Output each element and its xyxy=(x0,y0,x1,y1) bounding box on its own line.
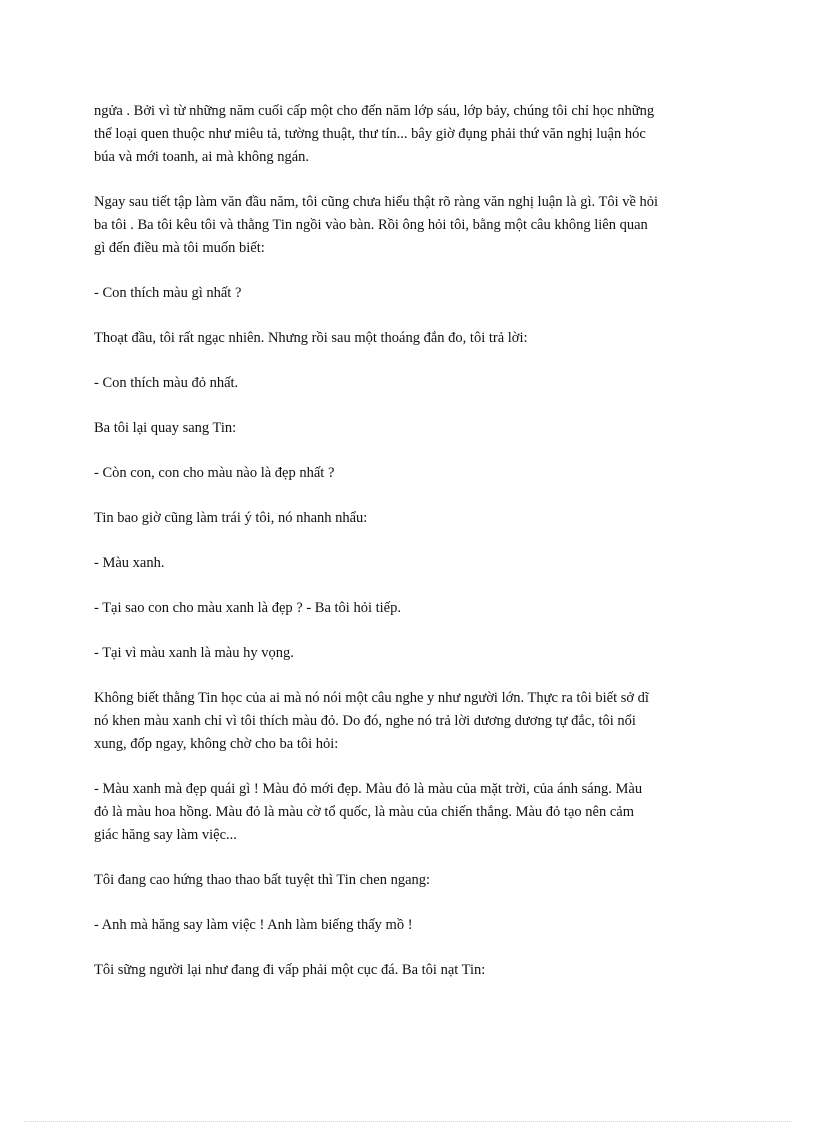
dialogue-line xyxy=(94,642,726,665)
dialogue-line xyxy=(94,778,726,847)
dialogue-line xyxy=(94,372,726,395)
text-line: Tôi sững người lại như đang đi vấp phải một cục đá. Ba tôi nạt Tin: xyxy=(94,962,486,978)
text-line: - Tại sao con cho màu xanh là đẹp ? - Ba tôi hỏi tiếp. xyxy=(94,600,401,616)
text-line: - Anh mà hăng say làm việc ! Anh làm biếng thấy mồ ! xyxy=(94,917,413,933)
paragraph xyxy=(94,100,726,169)
text-line: ngửa . Bởi vì từ những năm cuối cấp một cho đến năm lớp sáu, lớp bảy, chúng tôi chỉ học những xyxy=(94,103,655,119)
text-line: Ba tôi lại quay sang Tin: xyxy=(94,420,237,436)
text-line: búa và mới toanh, ai mà không ngán. xyxy=(94,149,310,165)
page-bottom-divider xyxy=(24,1121,792,1122)
dialogue-line xyxy=(94,552,726,575)
text-line: Tin bao giờ cũng làm trái ý tôi, nó nhanh nhẩu: xyxy=(94,510,368,526)
paragraph xyxy=(94,687,726,756)
paragraph xyxy=(94,869,726,892)
paragraph xyxy=(94,327,726,350)
text-line: xung, đốp ngay, không chờ cho ba tôi hỏi: xyxy=(94,736,339,752)
text-line: nó khen màu xanh chỉ vì tôi thích màu đỏ. Do đó, nghe nó trả lời dương dương tự đắc, tôi nổi xyxy=(94,713,636,729)
paragraph xyxy=(94,191,726,260)
text-line: Không biết thằng Tin học của ai mà nó nói một câu nghe y như người lớn. Thực ra tôi biết sở dĩ xyxy=(94,690,649,706)
text-line: - Con thích màu đỏ nhất. xyxy=(94,375,239,391)
paragraph xyxy=(94,417,726,440)
text-line: - Màu xanh mà đẹp quái gì ! Màu đỏ mới đẹp. Màu đỏ là màu của mặt trời, của ánh sáng. Màu xyxy=(94,781,643,797)
paragraph xyxy=(94,959,726,982)
text-line: thể loại quen thuộc như miêu tả, tường thuật, thư tín... bây giờ đụng phải thứ văn nghị luận hóc xyxy=(94,126,646,142)
dialogue-line xyxy=(94,914,726,937)
text-line: ba tôi . Ba tôi kêu tôi và thằng Tin ngồi vào bàn. Rồi ông hỏi tôi, bằng một câu không liên quan xyxy=(94,217,648,233)
text-line: Ngay sau tiết tập làm văn đầu năm, tôi cũng chưa hiểu thật rõ ràng văn nghị luận là gì. Tôi về hỏi xyxy=(94,194,659,210)
paragraph xyxy=(94,507,726,530)
text-line: gì đến điều mà tôi muốn biết: xyxy=(94,240,265,256)
text-line: - Con thích màu gì nhất ? xyxy=(94,285,242,301)
text-line: Thoạt đầu, tôi rất ngạc nhiên. Nhưng rồi sau một thoáng đắn đo, tôi trả lời: xyxy=(94,330,528,346)
dialogue-line xyxy=(94,462,726,485)
text-line: - Còn con, con cho màu nào là đẹp nhất ? xyxy=(94,465,335,481)
text-line: - Màu xanh. xyxy=(94,555,165,571)
text-line: - Tại vì màu xanh là màu hy vọng. xyxy=(94,645,294,661)
text-line: giác hăng say làm việc... xyxy=(94,827,237,843)
dialogue-line xyxy=(94,282,726,305)
text-line: Tôi đang cao hứng thao thao bất tuyệt thì Tin chen ngang: xyxy=(94,872,431,888)
dialogue-line xyxy=(94,597,726,620)
document-body xyxy=(94,100,726,1004)
text-line: đỏ là màu hoa hồng. Màu đỏ là màu cờ tổ quốc, là màu của chiến thắng. Màu đỏ tạo nên cảm xyxy=(94,804,634,820)
